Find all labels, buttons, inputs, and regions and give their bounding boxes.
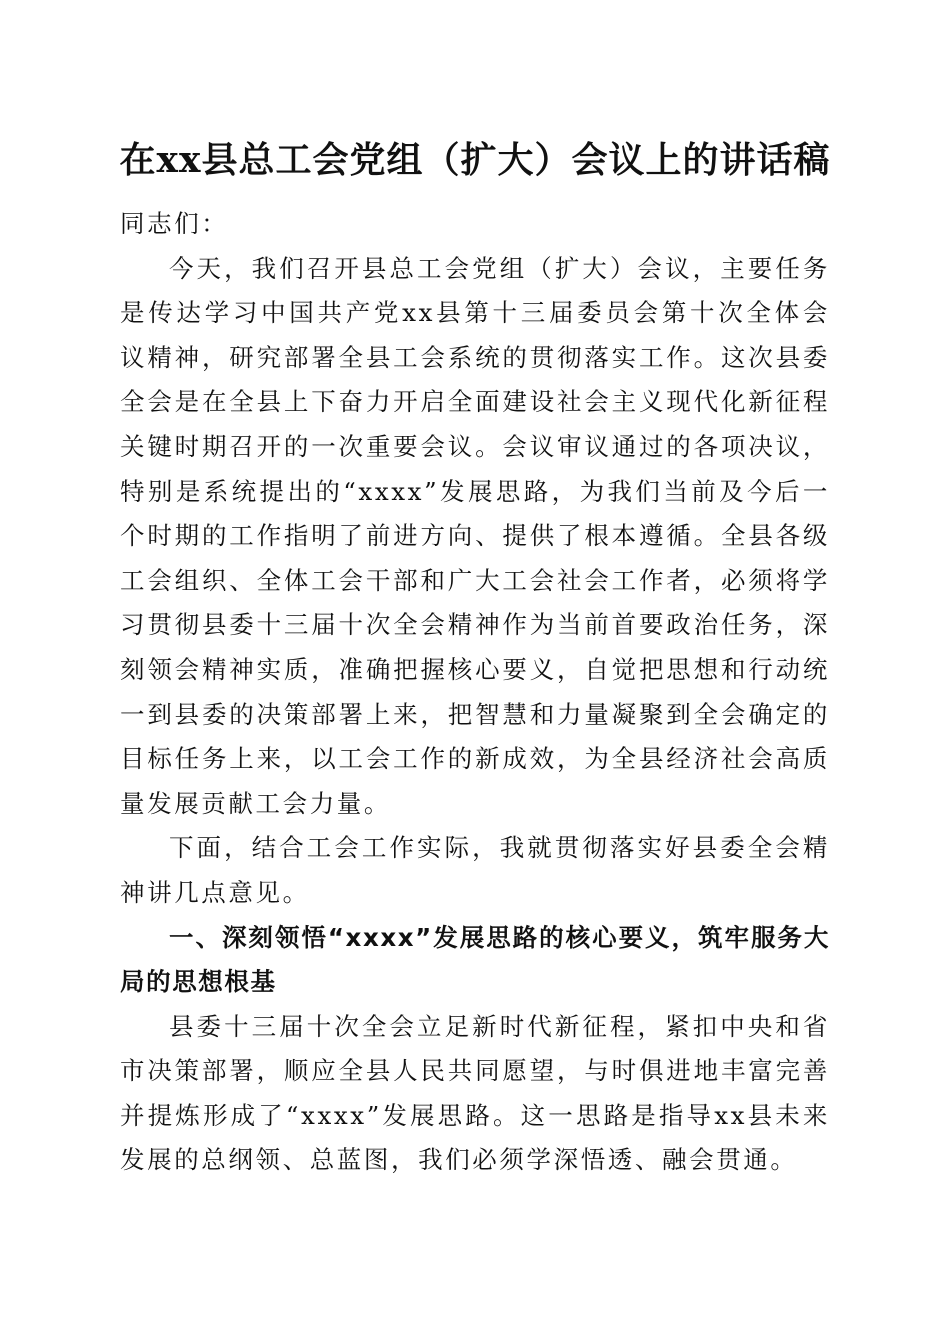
section-paragraph-1: 县委十三届十次全会立足新时代新征程，紧扣中央和省市决策部署，顺应全县人民共同愿望，与时俱进地丰富完善并提炼形成了“xxxx”发展思路。这一思路是指导xx县未来发展的总纲领、总蓝图，我们必须学深悟透、融会贯通。 <box>120 1011 830 1175</box>
document-body <box>120 202 830 1183</box>
section-heading-1: 一、深刻领悟“xxxx”发展思路的核心要义，筑牢服务大局的思想根基 <box>120 922 830 997</box>
paragraph-opening: 今天，我们召开县总工会党组（扩大）会议，主要任务是传达学习中国共产党xx县第十三届委员会第十次全体会议精神，研究部署全县工会系统的贯彻落实工作。这次县委全会是在全县上下奋力开启全面建设社会主义现代化新征程关键时期召开的一次重要会议。会议审议通过的各项决议，特别是系统提出的“xxxx”发展思路，为我们当前及今后一个时期的工作指明了前进方向、提供了根本遵循。全县各级工会组织、全体工会干部和广大工会社会工作者，必须将学习贯彻县委十三届十次全会精神作为当前首要政治任务，深刻领会精神实质，准确把握核心要义，自觉把思想和行动统一到县委的决策部署上来，把智慧和力量凝聚到全会确定的目标任务上来，以工会工作的新成效，为全县经济社会高质量发展贡献工会力量。 <box>120 253 830 818</box>
paragraph-transition: 下面，结合工会工作实际，我就贯彻落实好县委全会精神讲几点意见。 <box>120 833 830 907</box>
document-title: 在xx县总工会党组（扩大）会议上的讲话稿 <box>119 139 831 181</box>
salutation: 同志们： <box>120 209 229 238</box>
